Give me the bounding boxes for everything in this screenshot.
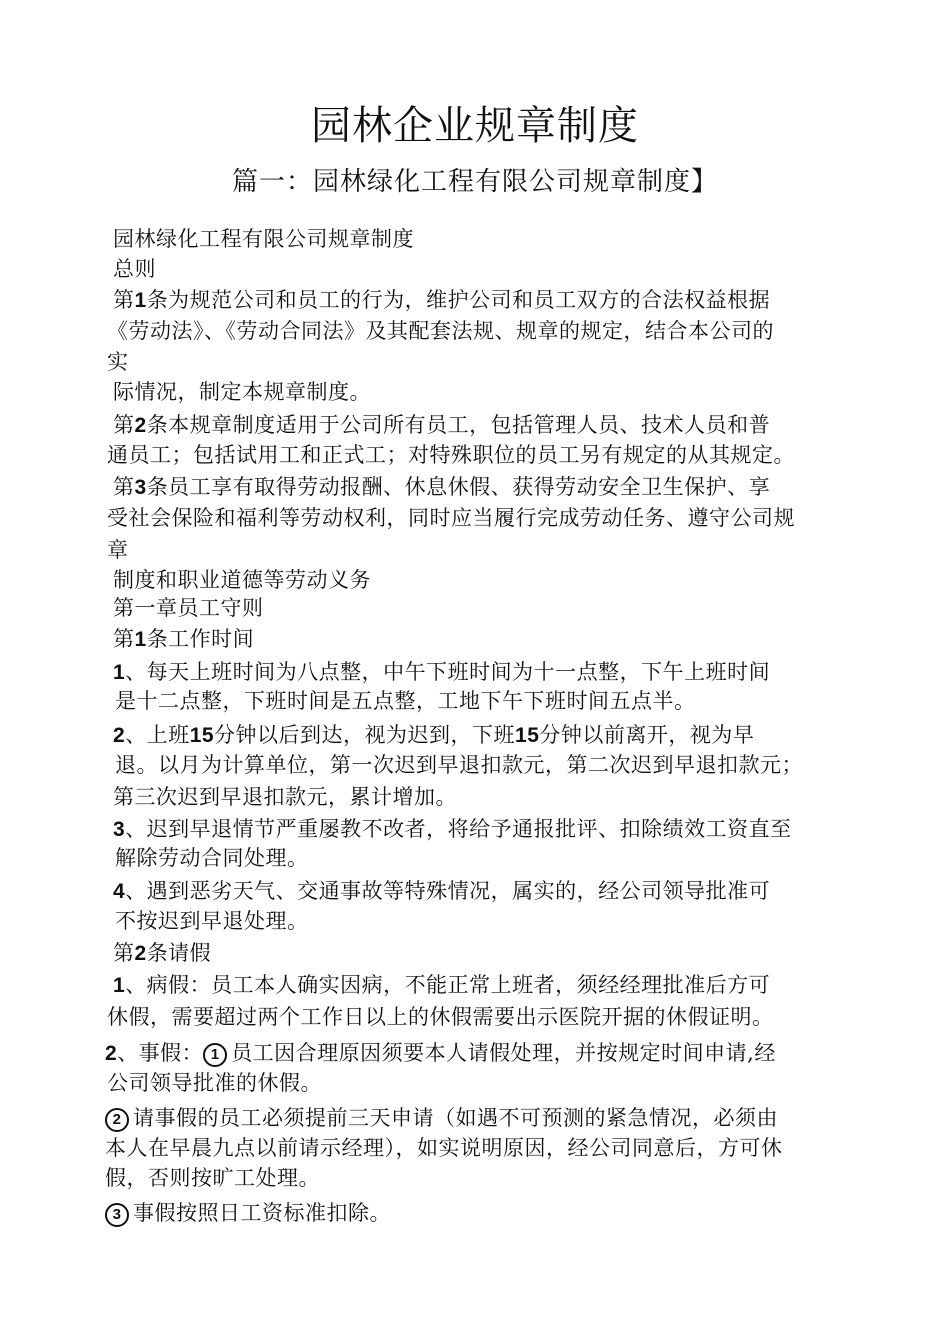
line-text: 公司领导批准的休假。 xyxy=(107,1071,322,1095)
line-text: 、迟到早退情节严重屡教不改者，将给予通报批评、扣除绩效工资直至 xyxy=(125,817,792,841)
body-line xyxy=(107,503,795,533)
article-number: 1 xyxy=(113,974,126,997)
line-text: 实 xyxy=(107,350,129,374)
body-line xyxy=(105,1103,778,1133)
line-text: 第 xyxy=(113,941,135,965)
line-text: 、事假： xyxy=(117,1041,204,1065)
article-number: 3 xyxy=(134,476,147,499)
body-line xyxy=(105,1133,783,1163)
line-text: 员工因合理原因须要本人请假处理，并按规定时间申请,经 xyxy=(231,1041,776,1065)
body-line xyxy=(113,377,371,407)
body-line xyxy=(107,1068,322,1098)
body-line xyxy=(113,285,770,315)
line-text: 第 xyxy=(113,475,135,499)
line-text: 假，否则按旷工处理。 xyxy=(105,1166,320,1190)
body-line xyxy=(115,750,803,780)
article-number: 1 xyxy=(113,661,126,684)
line-text: 、上班 xyxy=(125,723,190,747)
body-line xyxy=(113,624,254,654)
line-text: 退。以月为计算单位，第一次迟到早退扣款元，第二次迟到早退扣款元； xyxy=(115,753,803,777)
line-text: 受社会保险和福利等劳动权利，同时应当履行完成劳动任务、遵守公司规 xyxy=(107,506,795,530)
document-subtitle: 篇一：园林绿化工程有限公司规章制度】 xyxy=(231,167,718,197)
body-line xyxy=(107,535,129,565)
line-text: 条为规范公司和员工的行为，维护公司和员工双方的合法权益根据 xyxy=(146,288,771,312)
line-text: 事假按照日工资标准扣除。 xyxy=(133,1201,391,1225)
line-text: 际情况，制定本规章制度。 xyxy=(113,380,371,404)
line-text: 、每天上班时间为八点整，中午下班时间为十一点整，下午上班时间 xyxy=(125,660,771,684)
body-line xyxy=(113,224,414,254)
line-text: 请事假的员工必须提前三天申请（如遇不可预测的紧急情况，必须由 xyxy=(133,1106,778,1130)
line-text: 是十二点整，下班时间是五点整，工地下午下班时间五点半。 xyxy=(115,689,696,713)
article-number: 1 xyxy=(134,628,147,651)
article-number: 2 xyxy=(134,414,147,437)
body-line xyxy=(107,316,774,346)
line-text: 解除劳动合同处理。 xyxy=(115,846,309,870)
body-line xyxy=(105,1163,320,1193)
body-line xyxy=(113,410,770,440)
body-line xyxy=(113,876,770,906)
line-text: 条本规章制度适用于公司所有员工，包括管理人员、技术人员和普 xyxy=(146,413,771,437)
document-title: 园林企业规章制度 xyxy=(311,103,639,149)
body-line xyxy=(113,720,754,750)
body-line xyxy=(113,657,770,687)
line-text: 第 xyxy=(113,413,135,437)
article-number: 1 xyxy=(134,289,147,312)
body-line xyxy=(107,1002,774,1032)
article-number: 4 xyxy=(113,880,126,903)
line-text: 园林绿化工程有限公司规章制度 xyxy=(113,227,414,251)
line-text: 条工作时间 xyxy=(146,627,255,651)
circled-number-icon: 2 xyxy=(105,1108,129,1132)
line-text: 总则 xyxy=(113,257,156,281)
line-text: 分钟以前离开，视为早 xyxy=(539,723,755,747)
body-line xyxy=(113,970,770,1000)
body-line xyxy=(105,1198,391,1228)
line-text: 条请假 xyxy=(146,941,212,965)
body-line xyxy=(115,906,309,936)
article-number: 2 xyxy=(113,724,126,747)
body-line xyxy=(113,254,156,284)
line-text: 第三次迟到早退扣款元，累计增加。 xyxy=(113,785,457,809)
body-line xyxy=(113,593,264,623)
body-line xyxy=(113,472,770,502)
body-line xyxy=(115,843,309,873)
body-line xyxy=(107,440,795,470)
line-text: 休假，需要超过两个工作日以上的休假需要出示医院开据的休假证明。 xyxy=(107,1005,774,1029)
article-number: 15 xyxy=(189,724,215,747)
body-line xyxy=(113,814,792,844)
circled-number-icon: 1 xyxy=(203,1043,227,1067)
circled-number-icon: 3 xyxy=(105,1203,129,1227)
line-text: 第 xyxy=(113,288,135,312)
article-number: 15 xyxy=(515,724,540,747)
line-text: 、病假：员工本人确实因病，不能正常上班者，须经经理批准后方可 xyxy=(125,973,771,997)
body-line xyxy=(113,565,371,595)
article-number: 3 xyxy=(113,818,126,841)
body-line xyxy=(113,782,457,812)
line-text: 本人在早晨九点以前请示经理），如实说明原因，经公司同意后，方可休 xyxy=(105,1136,783,1160)
line-text: 条员工享有取得劳动报酬、休息休假、获得劳动安全卫生保护、享 xyxy=(146,475,771,499)
article-number: 2 xyxy=(105,1042,118,1065)
line-text: 通员工；包括试用工和正式工；对特殊职位的员工另有规定的从其规定。 xyxy=(107,443,795,467)
line-text: 第 xyxy=(113,627,135,651)
line-text: 章 xyxy=(107,538,129,562)
line-text: 制度和职业道德等劳动义务 xyxy=(113,568,371,592)
line-text: 《劳动法》、《劳动合同法》及其配套法规、规章的规定，结合本公司的 xyxy=(107,319,774,343)
body-line xyxy=(115,686,696,716)
line-text: 第一章员工守则 xyxy=(113,596,264,620)
line-text: 、遇到恶劣天气、交通事故等特殊情况，属实的，经公司领导批准可 xyxy=(125,879,771,903)
body-line xyxy=(107,347,129,377)
line-text: 分钟以后到达，视为迟到，下班 xyxy=(214,723,516,747)
body-line xyxy=(105,1038,776,1068)
body-line xyxy=(113,938,211,968)
article-number: 2 xyxy=(134,942,147,965)
line-text: 不按迟到早退处理。 xyxy=(115,909,309,933)
